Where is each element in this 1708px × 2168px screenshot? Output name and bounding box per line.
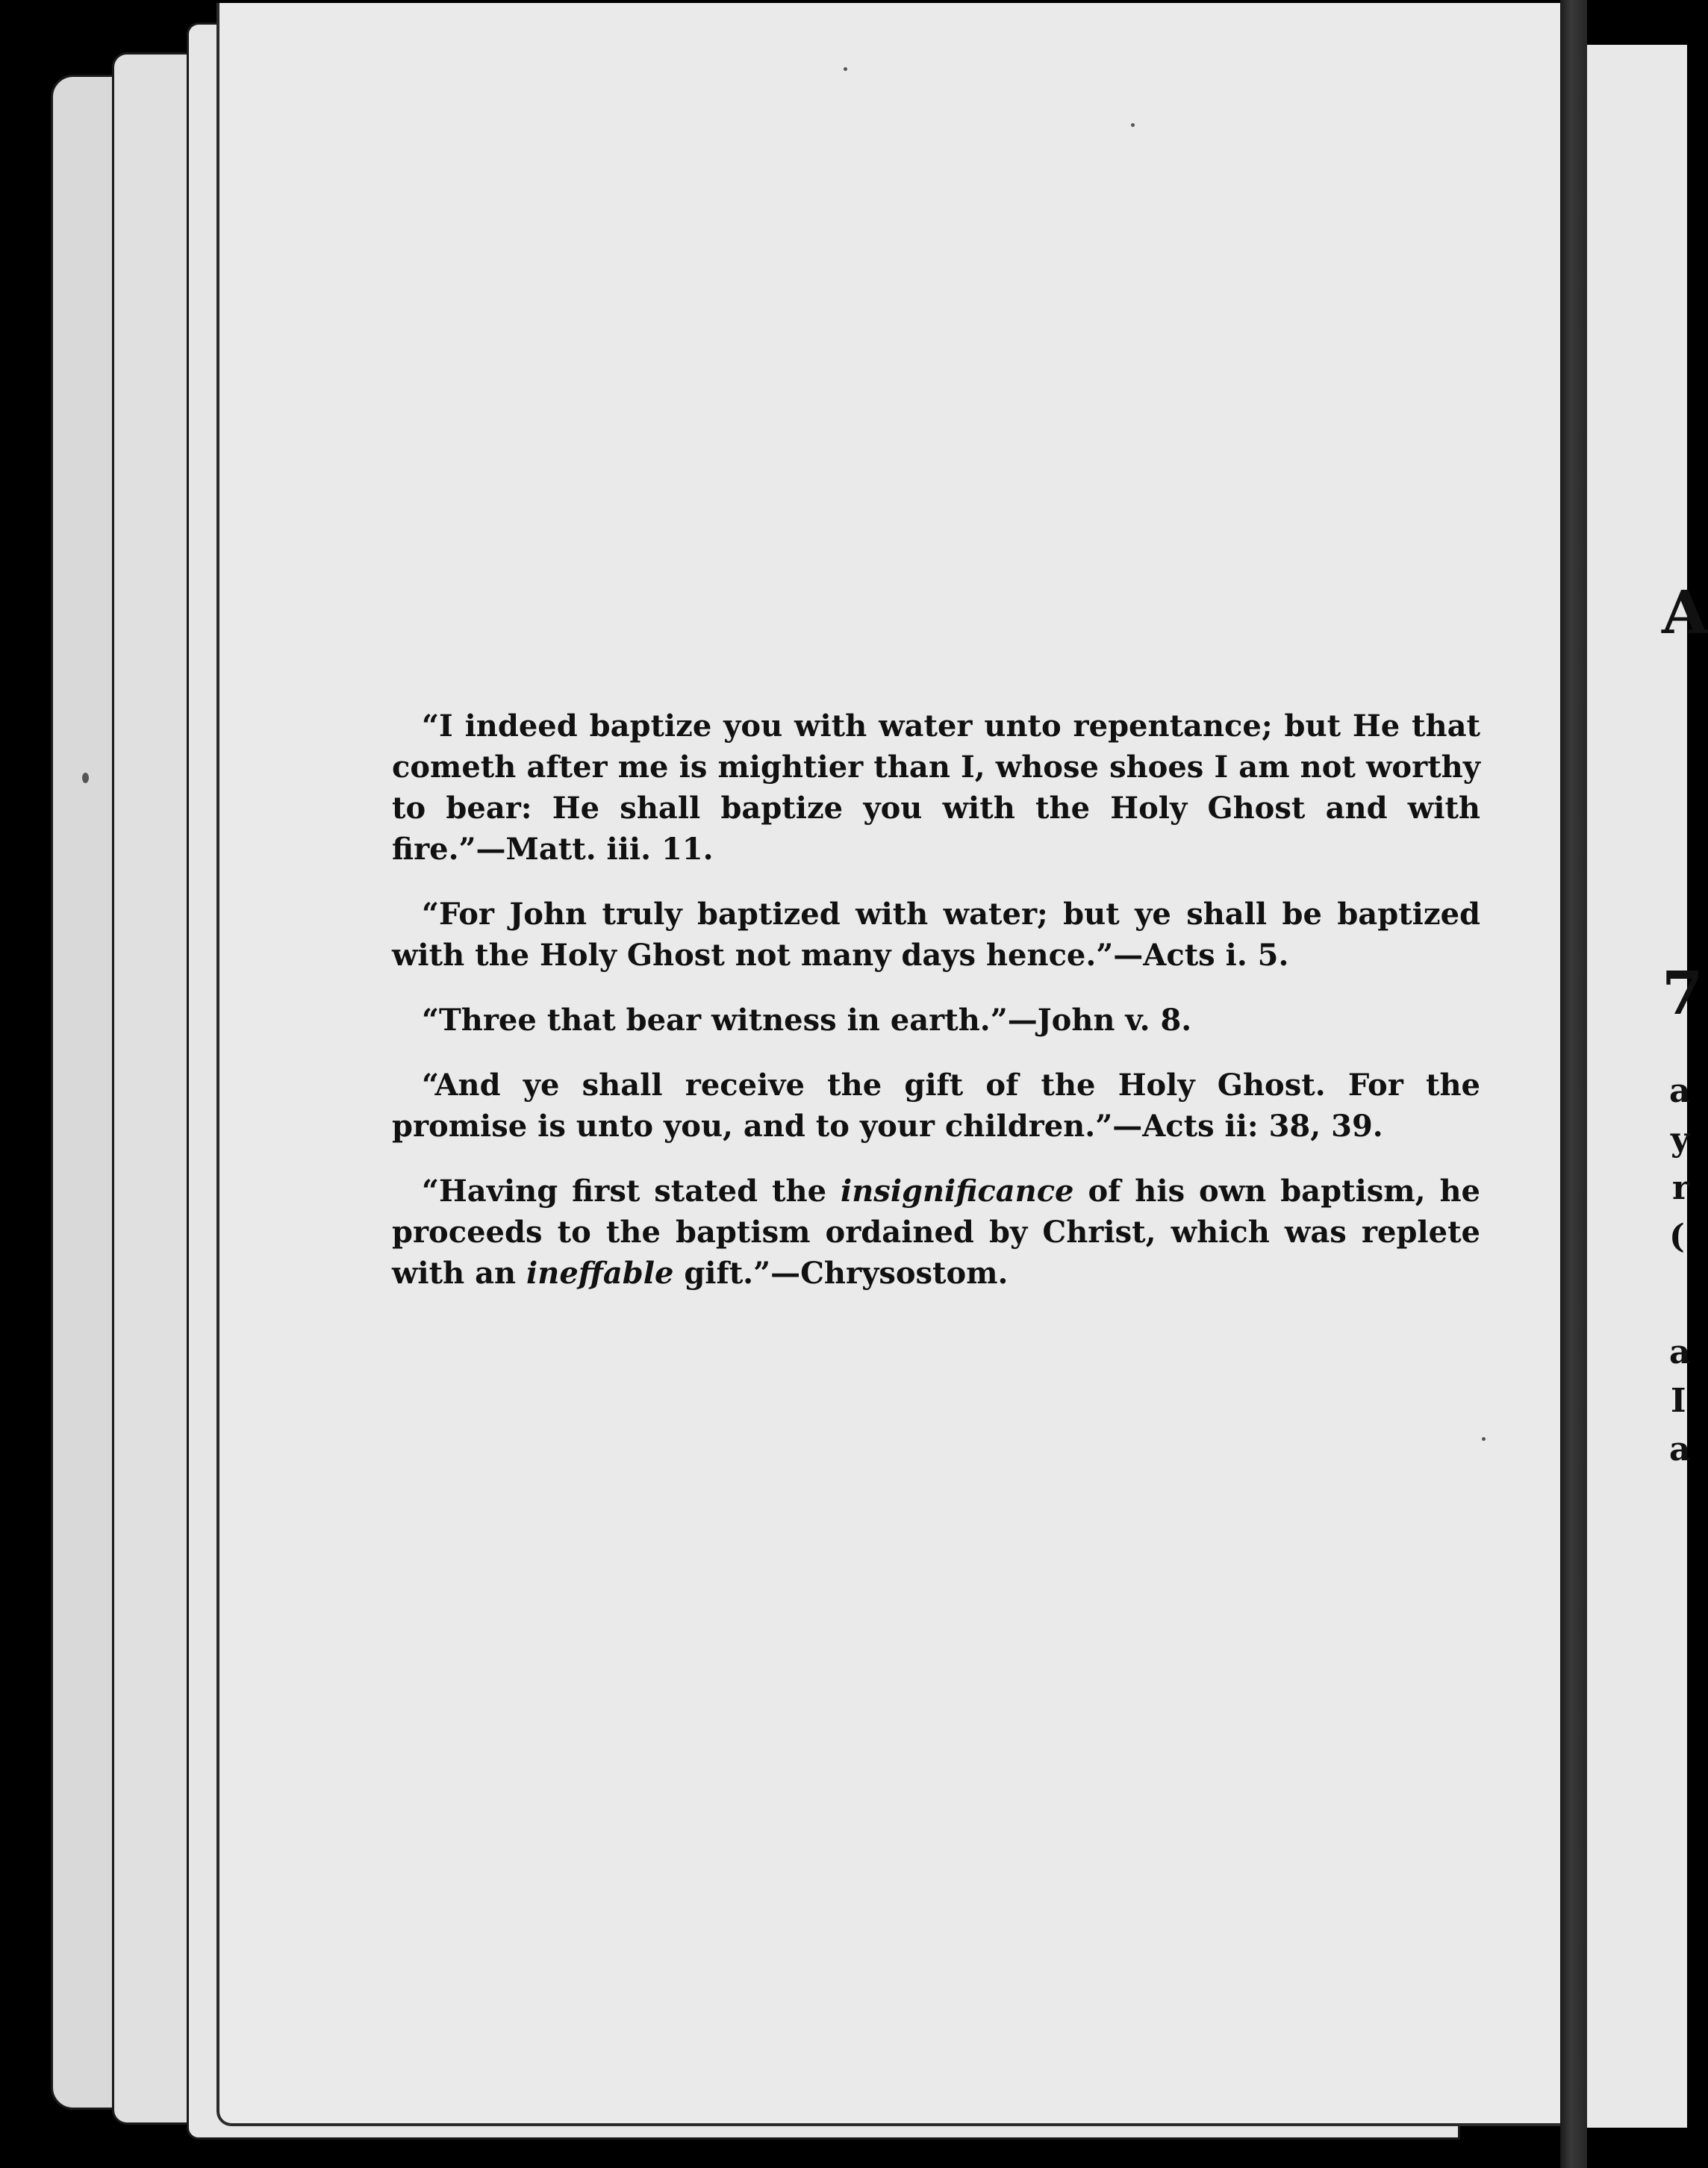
facing-fragment: A xyxy=(1662,577,1708,647)
facing-fragment: y xyxy=(1671,1121,1690,1159)
facing-fragment: a xyxy=(1669,1430,1691,1468)
paper-speck xyxy=(82,773,89,783)
facing-fragment: ( xyxy=(1669,1218,1685,1256)
paper-speck xyxy=(1482,1437,1486,1441)
quote-john: “Three that bear witness in earth.”—John v. 8. xyxy=(422,1003,1192,1038)
quote-chrysostom xyxy=(392,1171,1480,1294)
quote-chrysostom-part-3: gift.”—Chrysostom. xyxy=(673,1256,1009,1291)
quote-chrysostom-part-1: “Having first stated the xyxy=(422,1174,841,1209)
paper-speck xyxy=(844,67,847,71)
facing-fragment: 7 xyxy=(1662,958,1704,1028)
quote-acts-2: “And ye shall receive the gift of the Holy Ghost. For the promise is unto you, and to your children.”—Acts ii: 38, 39. xyxy=(392,1068,1480,1144)
quote-acts-1: “For John truly baptized with water; but ye shall be baptized with the Holy Ghost not many days hence.”—Acts i. 5. xyxy=(392,897,1480,973)
facing-fragment: I xyxy=(1671,1382,1686,1420)
facing-fragment: a xyxy=(1669,1072,1691,1110)
paper-speck xyxy=(1131,123,1135,127)
quote-chrysostom-italic-2: ineffable xyxy=(526,1256,674,1291)
book-gutter xyxy=(1560,0,1587,2168)
quote-chrysostom-italic-1: insignificance xyxy=(841,1174,1074,1209)
quote-matthew: “I indeed baptize you with water unto repentance; but He that cometh after me is mightier than I, whose shoes I am not worthy to bear: He shall baptize you with the Holy Ghost and with fire.”—Matt. iii. 11. xyxy=(392,708,1480,867)
quote-chrysostom-part-2: of his own baptism, he proceeds to the baptism ordained by Christ, which was replete with an xyxy=(392,1174,1480,1291)
facing-fragment: a xyxy=(1669,1333,1691,1371)
facing-fragment: r xyxy=(1672,1169,1690,1207)
quotations-block xyxy=(392,705,1480,1318)
facing-page-edge xyxy=(1587,45,1708,2128)
